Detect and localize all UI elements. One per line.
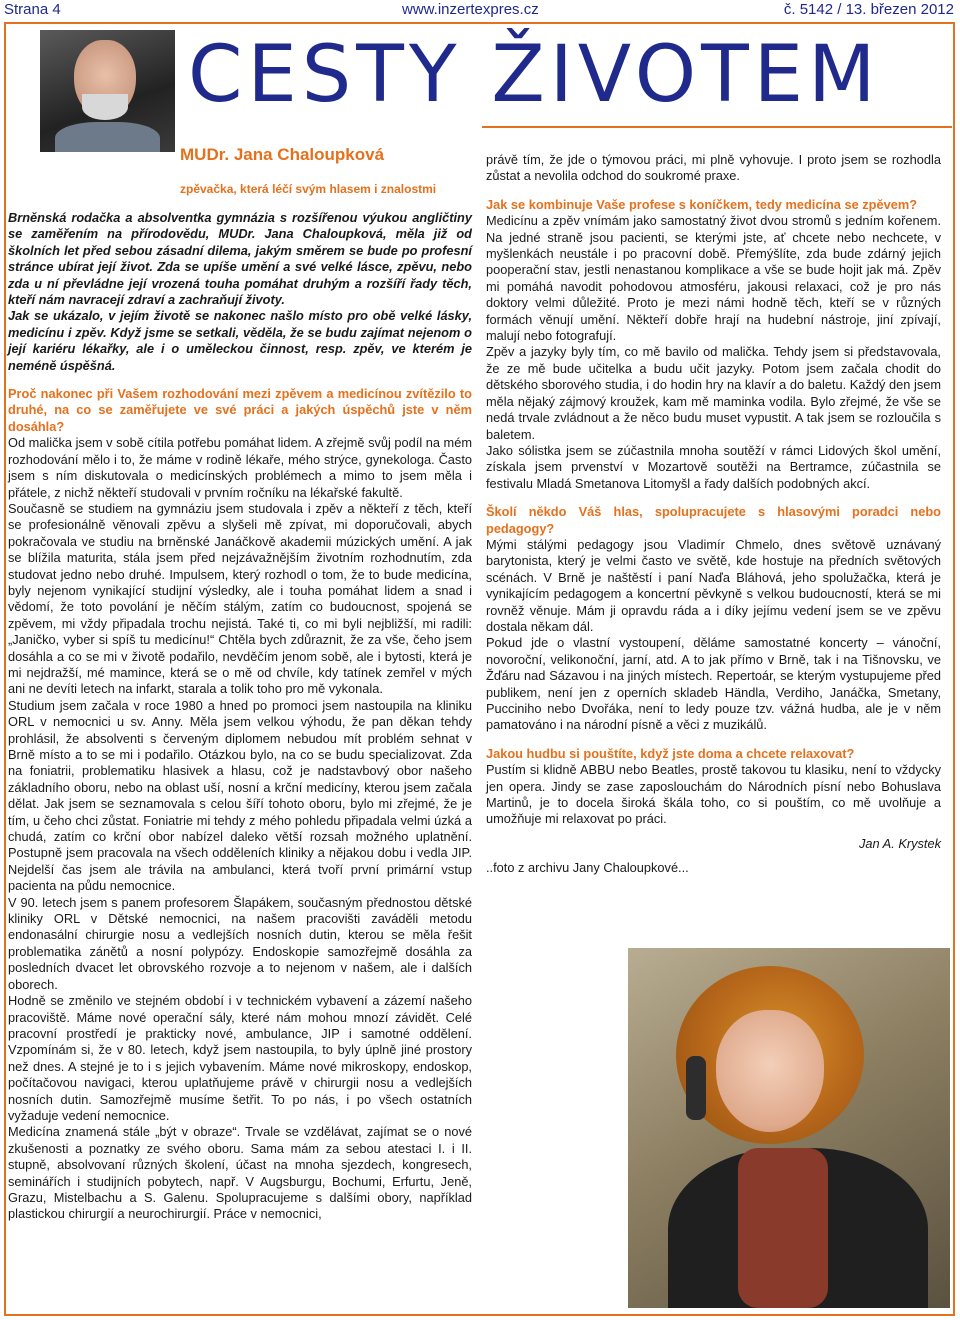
page-header bbox=[0, 0, 960, 20]
answer-paragraph: právě tím, že jde o týmovou práci, mi plně vyhovuje. I proto jsem se rozhodla zůstat a nevolila odchod do soukromé praxe. bbox=[486, 152, 941, 184]
answer-paragraph: Zpěv a jazyky byly tím, co mě bavilo od malička. Tehdy jsem si představovala, že ze mě bude učitelka a budu učit jazyky. Potom jsem začala chodit do dětského sborového studia, i do hodin hry na klavír a do baletu. Každý den jsem měla nějaký zájmový kroužek, kam mě maminka vodila. Bylo zřejmé, že vše se nedá trvale zvládnout a že něco budu muset vypustit. A tak jsem se rozloučila s baletem. bbox=[486, 344, 941, 442]
answer-paragraph: Současně se studiem na gymnáziu jsem studovala i zpěv a někteří z těch, kteří se profesionálně věnovali zpěvu a slyšeli mě zpívat, mi doporučovali, abych pokračovala ve studiu na brněnské Janáčkově akademii múzických umění. A jak se blížila maturita, stála jsem před nejzávažnějším životním rozhodnutím, zda studovat jedno nebo druhé. Impulsem, který rozhodl o tom, že to bude medicína, byly nejenom vynikající studijní výsledky, ale i touha pomáhat lidem a snad i vědomí, že toto povolání je něčím stálým, zatím co budoucnost, spojená se zpěvem, mi vždy připadala trochu nejistá. Také ti, co mi byli nejbližší, mi radili: „Janičko, vyber si spíš tu medicínu!“ Chtěla bych zdůraznit, že za vše, čeho jsem dosáhla a co se mi v životě podařilo, nevděčím jenom sobě, ale i bytosti, která je mi nejdražší, mé mamince, která se o mě od chvíle, kdy tatínek zemřel v mých ani ne devíti letech na infarkt, starala a tolik toho pro mě vykonala. bbox=[8, 500, 472, 697]
interviewee-photo bbox=[628, 948, 950, 1308]
answer-paragraph: Pustím si klidně ABBU nebo Beatles, prostě takovou tu klasiku, není to vždycky jen opera. Jindy se zase zaposlouchám do Národních písní nebo Bohuslava Martinů, je to docela široká škála toho, co si pouštím, co mě uvolňuje a umožňuje mi relaxovat po práci. bbox=[486, 762, 941, 827]
answer-paragraph: Mými stálými pedagogy jsou Vladimír Chmelo, dnes světově uznávaný barytonista, který je velmi často ve světě, kde hostuje na předních světových scénách. V Brně je naštěstí i paní Naďa Bláhová, jeho spolužačka, která je vynikajícím pedagogem a koncertní pěvkyně s velkou budoucností, která se mi rovněž věnuje. Mám ji opravdu ráda a i díky jejímu vedení jsem se ve zpěvu dostala někam dál. bbox=[486, 536, 941, 634]
answer-paragraph: Jako sólistka jsem se zúčastnila mnoha soutěží v rámci Lidových škol umění, získala jsem prvenství v Mozartově soutěži na Bertramce, zúčastnila se festivalu Mladá Smetanova Litomyšl a řady dalších podobných akcí. bbox=[486, 442, 941, 491]
interview-question: Jak se kombinuje Vaše profese s koníčkem, tedy medicína se zpěvem? bbox=[486, 196, 918, 212]
answer-paragraph: Hodně se změnilo ve stejném období i v technickém vybavení a zázemí našeho pracoviště. Máme nové operační sály, které nám mohou mnozí závidět. Celé pracovní prostředí je prakticky nové, ambulance, JIP i samotné oddělení. Vzpomínám si, že v 80. letech, když jsem nastoupila, to byly úplně jiné prostory než dnes. A stejné je to i s jejich vybavením. Máme nové mikroskopy, endoskop, počítačovou navigaci, kterou uplatňujeme právě v chirurgii nosu a vedlejších nosních dutin. Samozřejmě musíme šetřit. To po nás, i po všech ostatních vyžaduje vedení nemocnice. bbox=[8, 993, 472, 1123]
page-number: Strana 4 bbox=[4, 1, 61, 18]
subject-tagline: zpěvačka, která léčí svým hlasem i znalostmi bbox=[180, 182, 437, 196]
photo-credit: ..foto z archivu Jany Chaloupkové... bbox=[486, 860, 689, 876]
subject-name: MUDr. Jana Chaloupková bbox=[180, 145, 385, 164]
frame-left-rule bbox=[4, 22, 6, 1316]
answer-paragraph: V 90. letech jsem s panem profesorem Šlapákem, současným přednostou dětské kliniky ORL v Dětské nemocnici, na našem pracovišti zaváděli metodu endonasální chirurgie nosu a vedlejších nosních dutin, kterou se měla řešit problematika zánětů a nosní polypózy. Endoskopie samozřejmě dosáhla za posledních dvacet let obrovského rozvoje a to nejenom v našem, ale i dalších oborech. bbox=[8, 894, 472, 992]
interview-question: Jakou hudbu si pouštíte, když jste doma a chcete relaxovat? bbox=[486, 745, 855, 761]
answer-paragraph: Od malička jsem v sobě cítila potřebu pomáhat lidem. A zřejmě svůj podíl na mém rozhodování mělo i to, že máme v rodině lékaře, mého strýce, gynekologa. Často jsem s ním diskutovala o medicínských problémech a mimo to jsem měla i přátele, z nichž někteří studovali v prvním ročníku na lékařské fakultě. bbox=[8, 435, 472, 500]
lead-paragraph: Jak se ukázalo, v jejím životě se nakonec našlo místo pro obě velké lásky, medicínu i zpěv. Když jsme se setkali, věděla, že se budu zajímat nejenom o její kariéru lékařky, ale i o uměleckou činnost, resp. zpěv, ve kterém je neméně úspěšná. bbox=[8, 308, 472, 373]
interview-question: Školí někdo Váš hlas, spolupracujete s hlasovými poradci nebo pedagogy? bbox=[486, 504, 941, 536]
author-signature: Jan A. Krystek bbox=[858, 835, 941, 851]
lead-paragraph: Brněnská rodačka a absolventka gymnázia s rozšířenou výukou angličtiny se zaměřením na přírodovědu, MUDr. Jana Chaloupková, měla již od školních let před sebou zásadní dilema, jakým směrem se bude po profesní stránce ubírat její život. Zda se upíše umění a své velké lásce, zpěvu, nebo zda u ní převládne její vrozená touha pomáhat druhým a rozšíří řady těch, kteří nám navracejí zdraví a zachraňují životy. bbox=[8, 210, 472, 308]
answer-paragraph: Pokud jde o vlastní vystoupení, děláme samostatné koncerty – vánoční, novoroční, velikonoční, jarní, atd. A to jak přímo v Brně, tak i na Tišnovsku, ve Žďáru nad Sázavou i na jiných místech. Repertoár, se kterým vystupujeme před publikem, není jen z operních skladeb Händla, Verdiho, Janáčka, Smetany, Pucciniho nebo Dvořáka, není to ledy pouze tzv. vážná hudba, ale je v něm pamatováno i na národní písně a věci z muzikálů. bbox=[486, 635, 941, 733]
masthead-rule bbox=[482, 126, 952, 128]
answer-paragraph: Medicínu a zpěv vnímám jako samostatný život dvou stromů s jedním kořenem. Na jedné straně jsou pacienti, se kterými jste, ať chcete nebo nechcete, v myšlenkách neustále i po pracovní době. Přemýšlíte, zda bude zdárný jejich pooperační stav, jestli nenastanou komplikace a vše se bude hojit jak má. Zpěv mi pomáhá navodit pohodovou atmosféru, jakousi relaxaci, což je pro nás doktory velmi důležité. Proto je mezi námi hodně těch, kteří se v různých formách věnují umění. Někteří dobře hrají na hudební nástroje, jiní zpívají, malují nebo fotografují. bbox=[486, 213, 941, 344]
answer-paragraph: Studium jsem začala v roce 1980 a hned po promoci jsem nastoupila na kliniku ORL v nemocnici u sv. Anny. Měla jsem velkou výhodu, že pan děkan tehdy prohlásil, že absolventi s červeným diplomem nebudou mít problém sehnat v Brně místo a to se mi i podařilo. Otázkou bylo, na co se budu specializovat. Zda na foniatrii, problematiku hlasivek a hlasu, což je nadstavbový obor našeho základního oboru, nebo na oblast uší, nosní a krční medicíny, kterou jsem začala dělat. Jak jsem se seznamovala s celou šíří tohoto oboru, bylo mi zřejmé, že je tím, u čeho chci zůstat. Foniatrie mi tehdy z mého pohledu připadala velmi úzká a chudá, zatím co krční obor nabízel daleko větší rozsah možného uplatnění. Postupně jsem pracovala na všech odděleních kliniky a nějakou dobu i vedla JIP. Nejdelší čas jsem ale trávila na ambulanci, která tvoří první primární vstup pacienta na půdu nemocnice. bbox=[8, 697, 472, 894]
answer-paragraph: Medicína znamená stále „být v obraze“. Trvale se vzdělávat, zajímat se o nové zkušenosti a poznatky ze svého oboru. Sama mám za sebou atestaci I. i II. stupně, absolvovaní různých školení, účast na mnoha sjezdech, kongresech, seminářích i studijních pobytech, např. V Augsburgu, Bochumi, Erfurtu, Jeně, Grazu, Mistelbachu a S. Galenu. Spolupracujeme s dalšími obory, například plastickou chirurgií a neurochirurgií. Práce v nemocnici, bbox=[8, 1124, 472, 1222]
frame-bottom-rule bbox=[4, 1314, 955, 1316]
website-link[interactable]: www.inzertexpres.cz bbox=[402, 1, 539, 18]
interview-question: Proč nakonec při Vašem rozhodování mezi zpěvem a medicínou zvítězilo to druhé, na co se zaměřujete ve své práci a jakých úspěchů jste v něm dosáhla? bbox=[8, 386, 472, 434]
masthead-title: CESTY ŽIVOTEM bbox=[188, 30, 881, 120]
author-portrait bbox=[40, 30, 175, 152]
article-left-column bbox=[8, 210, 472, 1223]
issue-date: č. 5142 / 13. březen 2012 bbox=[783, 1, 954, 18]
article-right-column bbox=[486, 152, 941, 877]
frame-right-rule bbox=[953, 22, 955, 1316]
header-rule bbox=[4, 22, 955, 24]
